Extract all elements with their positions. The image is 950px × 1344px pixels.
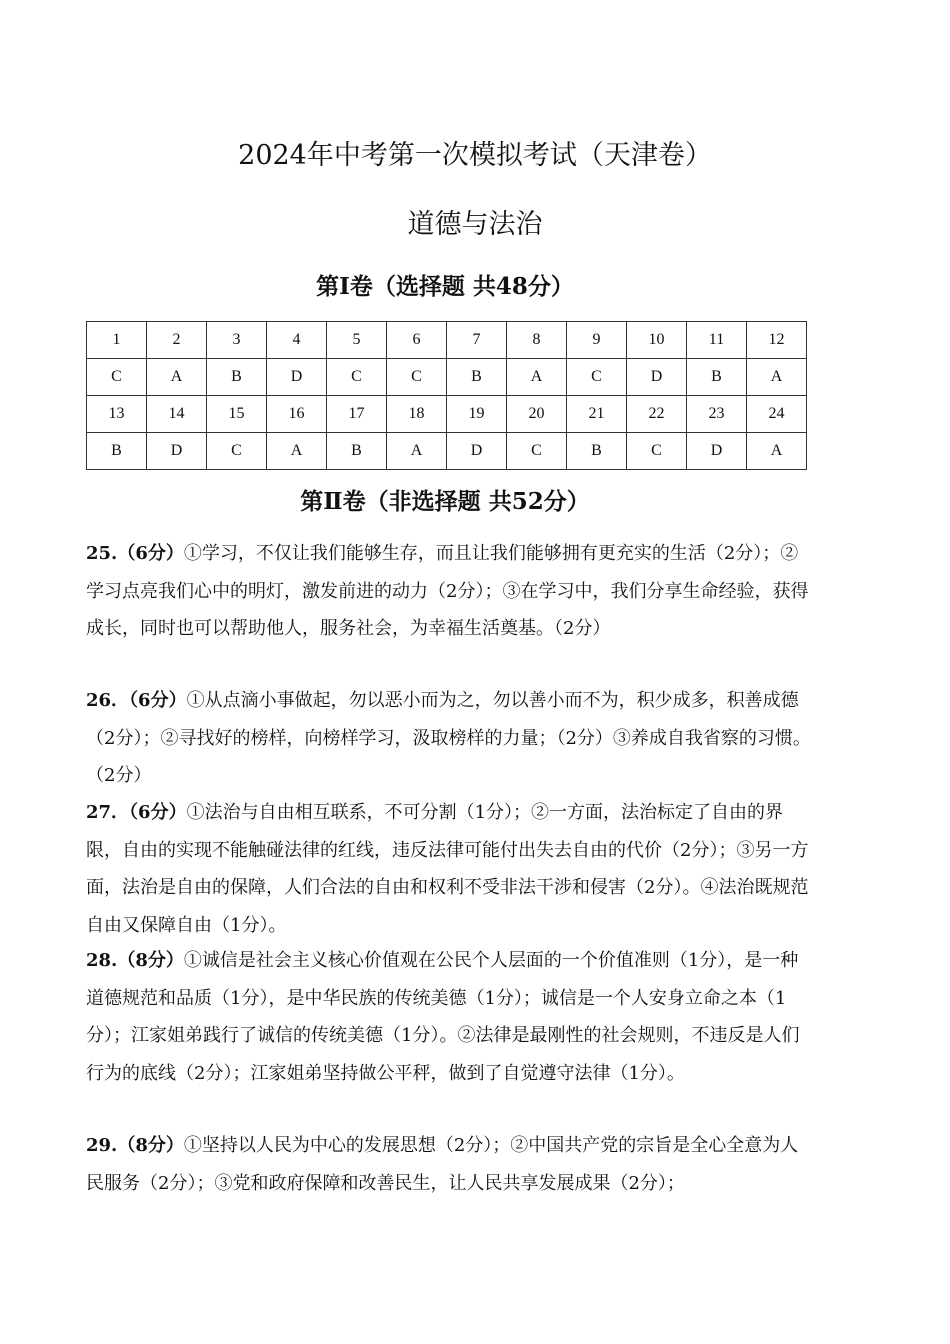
question-number-cell: 18: [387, 396, 447, 433]
question-number-cell: 24: [747, 396, 807, 433]
answer-27: [86, 794, 816, 944]
question-number-cell: 10: [627, 322, 687, 359]
question-number-cell: 23: [687, 396, 747, 433]
answer-cell: B: [687, 359, 747, 396]
answer-cell: C: [387, 359, 447, 396]
question-number-cell: 19: [447, 396, 507, 433]
question-number-cell: 3: [207, 322, 267, 359]
answer-cell: A: [147, 359, 207, 396]
question-number-cell: 7: [447, 322, 507, 359]
answer-cell: C: [627, 433, 687, 470]
answer-25: [86, 535, 816, 648]
answer-cell: C: [207, 433, 267, 470]
answer-cell: A: [387, 433, 447, 470]
answer-text: ①学习，不仅让我们能够生存，而且让我们能够拥有更充实的生活（2分）；②学习点亮我们心中的明灯，激发前进的动力（2分）；③在学习中，我们分享生命经验，获得成长，同时也可以帮助他人，服务社会，为幸福生活奠基。（2分）: [86, 543, 809, 639]
question-number-cell: 5: [327, 322, 387, 359]
answer-cell: B: [567, 433, 627, 470]
answer-key-table: [86, 321, 807, 470]
question-number-cell: 15: [207, 396, 267, 433]
answer-cell: D: [447, 433, 507, 470]
answer-cell: D: [147, 433, 207, 470]
question-label: 25.（6分）: [86, 543, 184, 564]
question-label: 29.（8分）: [86, 1135, 184, 1156]
answer-text: ①坚持以人民为中心的发展思想（2分）；②中国共产党的宗旨是全心全意为人民服务（2分）；③党和政府保障和改善民生，让人民共享发展成果（2分）；: [86, 1135, 799, 1194]
answer-row: [87, 433, 807, 470]
question-number-cell: 8: [507, 322, 567, 359]
answer-text: ①诚信是社会主义核心价值观在公民个人层面的一个价值准则（1分），是一种道德规范和品质（1分），是中华民族的传统美德（1分）；诚信是一个人安身立命之本（1分）；江家姐弟践行了诚信的传统美德（1分）。②法律是最刚性的社会规则，不违反是人们行为的底线（2分）；江家姐弟坚持做公平秤，做到了自觉遵守法律（1分）。: [86, 950, 800, 1084]
question-number-row: [87, 396, 807, 433]
answer-cell: A: [507, 359, 567, 396]
answer-cell: A: [267, 433, 327, 470]
answer-text: ①法治与自由相互联系，不可分割（1分）；②一方面，法治标定了自由的界限，自由的实现不能触碰法律的红线，违反法律可能付出失去自由的代价（2分）；③另一方面，法治是自由的保障，人们合法的自由和权利不受非法干涉和侵害（2分）。④法治既规范自由又保障自由（1分）。: [86, 802, 809, 936]
question-number-cell: 11: [687, 322, 747, 359]
question-number-cell: 9: [567, 322, 627, 359]
answer-26: [86, 682, 816, 795]
answer-cell: D: [267, 359, 327, 396]
question-number-cell: 21: [567, 396, 627, 433]
answer-cell: C: [87, 359, 147, 396]
question-label: 28.（8分）: [86, 950, 184, 971]
question-number-cell: 16: [267, 396, 327, 433]
answer-cell: C: [567, 359, 627, 396]
answer-cell: B: [87, 433, 147, 470]
answer-cell: A: [747, 359, 807, 396]
question-number-cell: 1: [87, 322, 147, 359]
answer-cell: D: [687, 433, 747, 470]
question-number-cell: 13: [87, 396, 147, 433]
answer-cell: D: [627, 359, 687, 396]
subject-title: 道德与法治: [407, 209, 543, 240]
question-number-cell: 4: [267, 322, 327, 359]
section-1-heading: 第Ⅰ卷（选择题 共48分）: [316, 273, 574, 300]
question-label: 27．（6分）: [86, 802, 187, 823]
section-2-heading: 第Ⅱ卷（非选择题 共52分）: [300, 488, 590, 515]
answer-cell: B: [327, 433, 387, 470]
question-number-cell: 17: [327, 396, 387, 433]
question-label: 26．（6分）: [86, 690, 187, 711]
answer-cell: C: [327, 359, 387, 396]
answer-cell: B: [447, 359, 507, 396]
answer-29: [86, 1127, 816, 1202]
answer-28: [86, 942, 816, 1092]
answer-cell: B: [207, 359, 267, 396]
answer-text: ①从点滴小事做起，勿以恶小而为之，勿以善小而不为，积少成多，积善成德（2分）；②寻找好的榜样，向榜样学习，汲取榜样的力量；（2分）③养成自我省察的习惯。（2分）: [86, 690, 811, 786]
answer-cell: A: [747, 433, 807, 470]
exam-title: 2024年中考第一次模拟考试（天津卷）: [238, 140, 712, 171]
question-number-cell: 6: [387, 322, 447, 359]
question-number-cell: 12: [747, 322, 807, 359]
answer-row: [87, 359, 807, 396]
question-number-cell: 2: [147, 322, 207, 359]
question-number-row: [87, 322, 807, 359]
question-number-cell: 14: [147, 396, 207, 433]
question-number-cell: 22: [627, 396, 687, 433]
question-number-cell: 20: [507, 396, 567, 433]
answer-cell: C: [507, 433, 567, 470]
